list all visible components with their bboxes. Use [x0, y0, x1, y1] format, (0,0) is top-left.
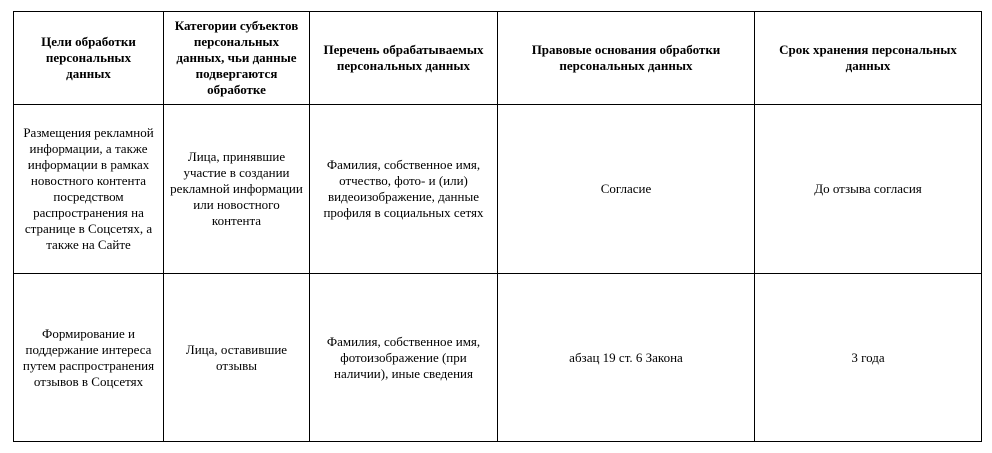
cell-retention-text: До отзыва согласия: [814, 181, 922, 196]
cell-subjects-text: Лица, оставившие отзывы: [185, 341, 288, 373]
cell-legal-basis-text: Согласие: [600, 181, 652, 196]
cell-subjects: [164, 105, 310, 274]
header-data-list: [310, 12, 498, 105]
cell-retention: [755, 105, 982, 274]
cell-data-list-text: Фамилия, собственное имя, фотоизображение (при наличии), иные сведения: [326, 333, 481, 381]
cell-legal-basis: [498, 274, 755, 442]
personal-data-table-container: [13, 11, 982, 442]
header-retention: [755, 12, 982, 105]
cell-subjects: [164, 274, 310, 442]
cell-legal-basis: [498, 105, 755, 274]
cell-retention-text: 3 года: [851, 349, 885, 365]
cell-data-list: [310, 105, 498, 274]
header-subjects-text: Категории субъектов персональных данных, чьи данные подвергаются обработке: [174, 18, 299, 97]
personal-data-table: [13, 11, 982, 442]
header-legal-basis: [498, 12, 755, 105]
header-data-list-text: Перечень обрабатываемых персональных данных: [323, 42, 484, 73]
cell-purpose-text: Формирование и поддержание интереса путем распространения отзывов в Соцсетях: [22, 325, 155, 389]
cell-purpose: [14, 105, 164, 274]
cell-data-list-text: Фамилия, собственное имя, отчество, фото- и (или) видеоизображение, данные профиля в социальных сетях: [323, 157, 484, 220]
cell-purpose-text: Размещения рекламной информации, а также информации в рамках новостного контента посредством распространения на странице в Соцсетях, а также на Сайте: [23, 125, 154, 252]
cell-data-list: [310, 274, 498, 442]
table-header-row: [14, 12, 982, 105]
cell-subjects-text: Лица, принявшие участие в создании рекламной информации или новостного контента: [170, 149, 303, 228]
cell-legal-basis-text: абзац 19 ст. 6 Закона: [569, 349, 683, 365]
header-subjects: [164, 12, 310, 105]
header-purpose: [14, 12, 164, 105]
cell-retention: [755, 274, 982, 442]
table-row: [14, 105, 982, 274]
header-purpose-text: Цели обработки персональных данных: [41, 34, 136, 81]
header-retention-text: Срок хранения персональных данных: [779, 42, 957, 73]
header-legal-basis-text: Правовые основания обработки персональных данных: [531, 42, 721, 73]
table-row: [14, 274, 982, 442]
cell-purpose: [14, 274, 164, 442]
